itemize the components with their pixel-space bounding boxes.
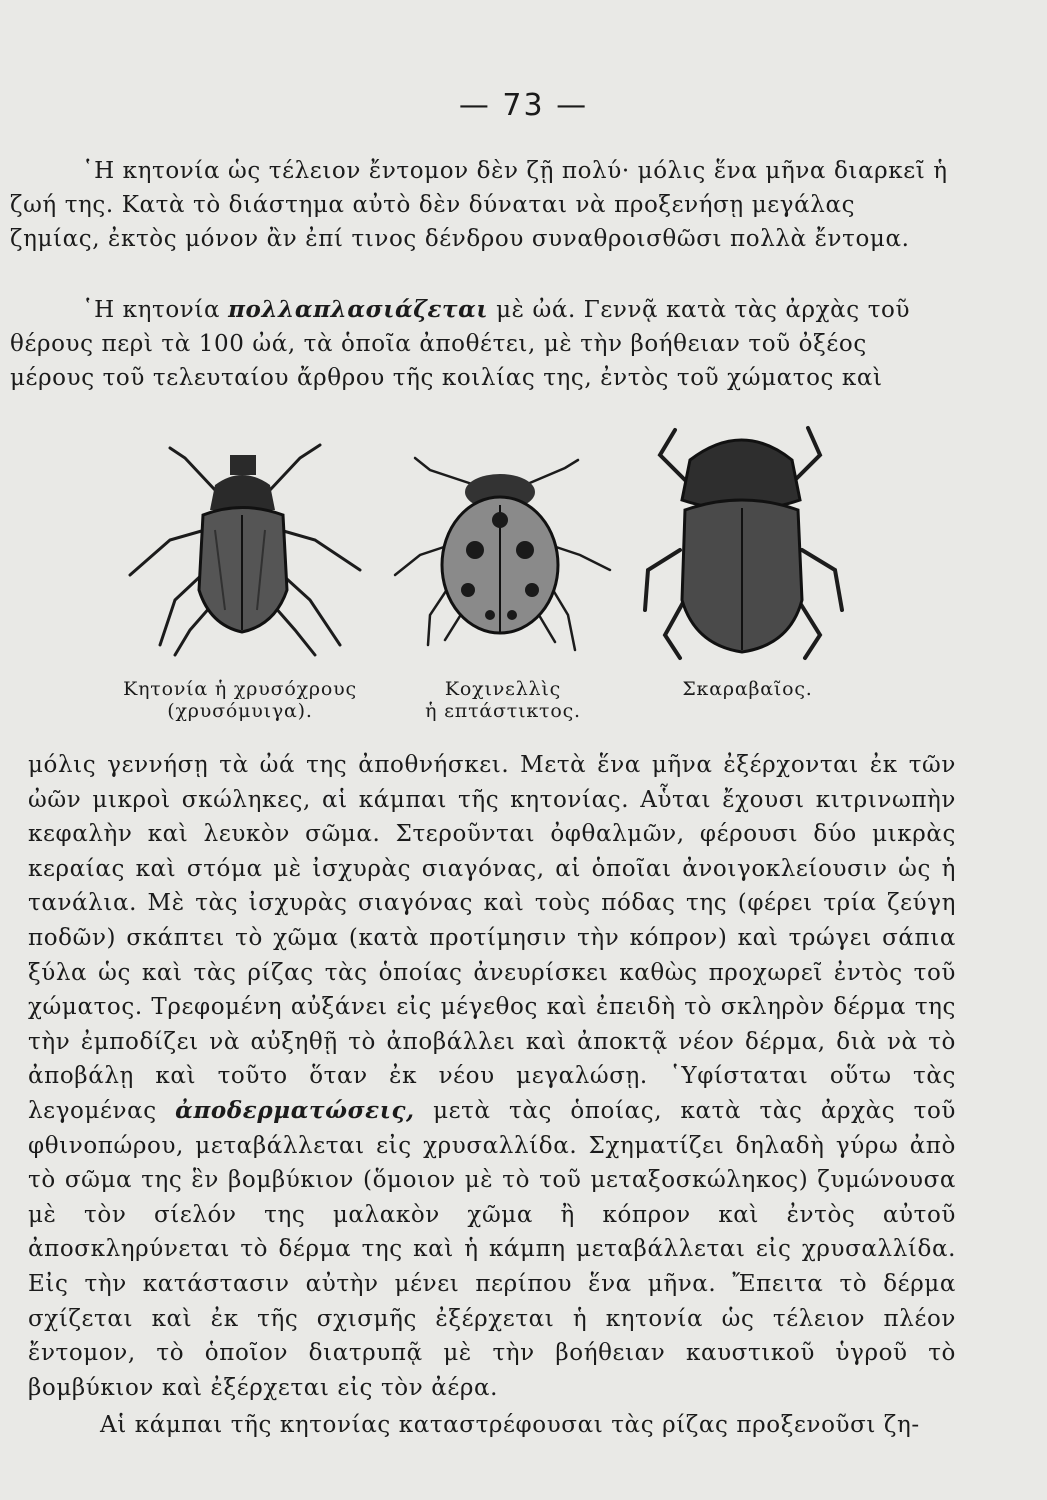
figure-1-caption (100, 678, 380, 722)
paragraph-2-rest: μὲ ὠά. Γεννᾷ κατὰ τὰς ἀρχὰς τοῦ θέρους περὶ τὰ 100 ὠά, τὰ ὁποῖα ἀποθέτει, μὲ τὴν βοήθειαν τοῦ ὀξέος μέρους τοῦ τελευταίου ἄρθρου τῆς κοιλίας της, ἐντὸς τοῦ χώματος καὶ (10, 297, 911, 391)
figure-2-caption-line-1: Κοχινελλὶς (444, 678, 562, 700)
figure-2-caption (398, 678, 608, 722)
figure-1-caption-line-1: Κητονία ἡ χρυσόχρους (123, 678, 357, 700)
figure-3-caption-line-1: Σκαραβαῖος. (682, 678, 813, 700)
scarab-beetle-icon (630, 420, 855, 665)
paragraph-3-rest: μετὰ τὰς ὁποίας, κατὰ τὰς ἀρχὰς τοῦ φθινοπώρου, μεταβάλλεται εἰς χρυσαλλίδα. Σχηματίζει δηλαδὴ γύρω ἀπὸ τὸ σῶμα της ἓν βομβύκιον (ὅμοιον μὲ τὸ τοῦ μεταξοσκώληκος) ζυμώνουσα μὲ τὸν σίελόν της μαλακὸν χῶμα ἢ κόπρον καὶ ἐντὸς αὐτοῦ ἀποσκληρύνεται τὸ δέρμα της καὶ ἡ κάμπη μεταβάλλεται εἰς χρυσαλλίδα. Εἰς τὴν κατάστασιν αὐτὴν μένει περίπου ἕνα μῆνα. Ἔπειτα τὸ δέρμα σχίζεται καὶ ἐκ τῆς σχισμῆς ἐξέρχεται ἡ κητονία ὡς τέλειον πλέον ἔντομον, τὸ ὁποῖον διατρυπᾷ μὲ τὴν βοήθειαν καυστικοῦ ὑγροῦ τὸ βομβύκιον καὶ ἐξέρχεται εἰς τὸν ἀέρα. (28, 1097, 956, 1401)
page-number: — 73 — (458, 88, 589, 123)
paragraph-4: Αἱ κάμπαι τῆς κητονίας καταστρέφουσαι τὰς ρίζας προξενοῦσι ζη- (100, 1412, 920, 1438)
ladybird-icon (390, 450, 615, 665)
paragraph-3-start: μόλις γεννήσῃ τὰ ὠά της ἀποθνήσκει. Μετὰ ἕνα μῆνα ἐξέρχονται ἐκ τῶν ὠῶν μικροὶ σκώληκες, αἱ κάμπαι τῆς κητονίας. Αὗται ἔχουσι κιτρινωπὴν κεφαλὴν καὶ λευκὸν σῶμα. Στεροῦνται ὀφθαλμῶν, φέρουσι δύο μικρὰς κεραίας καὶ στόμα μὲ ἰσχυρὰς σιαγόνας, αἱ ὁποῖαι ἀνοιγοκλείουσιν ὡς ἡ τανάλια. Μὲ τὰς ἰσχυρὰς σιαγόνας καὶ τοὺς πόδας της (φέρει τρία ζεύγη ποδῶν) σκάπτει τὸ χῶμα (κατὰ προτίμησιν τὴν κόπρον) καὶ τρώγει σάπια ξύλα ὡς καὶ τὰς ρίζας τὰς ὁποίας ἀνευρίσκει καθὼς προχωρεῖ ἐντὸς τοῦ χώματος. Τρεφομένη αὐξάνει εἰς μέγεθος καὶ ἐπειδὴ τὸ σκληρὸν δέρμα της τὴν ἐμποδίζει νὰ αὐξηθῇ τὸ ἀποβάλλει καὶ ἀποκτᾷ νέον δέρμα, διὰ νὰ τὸ ἀποβάλῃ καὶ τοῦτο ὅταν ἐκ νέου μεγαλώσῃ. ῾Υφίσταται οὕτω τὰς λεγομένας (28, 752, 956, 1124)
rose-chafer-beetle-icon (115, 440, 370, 665)
paragraph-3 (28, 748, 956, 1405)
figure-1-caption-line-2: (χρυσόμυιγα). (167, 700, 313, 722)
figure-2-caption-line-2: ἡ επτάστικτος. (425, 700, 581, 722)
paragraph-1: ῾Η κητονία ὡς τέλειον ἔντομον δὲν ζῇ πολύ· μόλις ἕνα μῆνα διαρκεῖ ἡ ζωή της. Κατὰ τὸ διάστημα αὐτὸ δὲν δύναται νὰ προξενήσῃ μεγάλας ζημίας, ἐκτὸς μόνον ἂν ἐπί τινος δένδρου συναθροισθῶσι πολλὰ ἔντομα. (10, 158, 948, 252)
paragraph-3-bold-term: ἀποδερματώσεις, (175, 1096, 415, 1124)
paragraph-2-bold-term: πολλαπλασιάζεται (228, 296, 489, 323)
figure-3-caption (660, 678, 835, 700)
paragraph-2-start: ῾Η κητονία (82, 297, 221, 323)
paragraph-2 (10, 293, 950, 395)
